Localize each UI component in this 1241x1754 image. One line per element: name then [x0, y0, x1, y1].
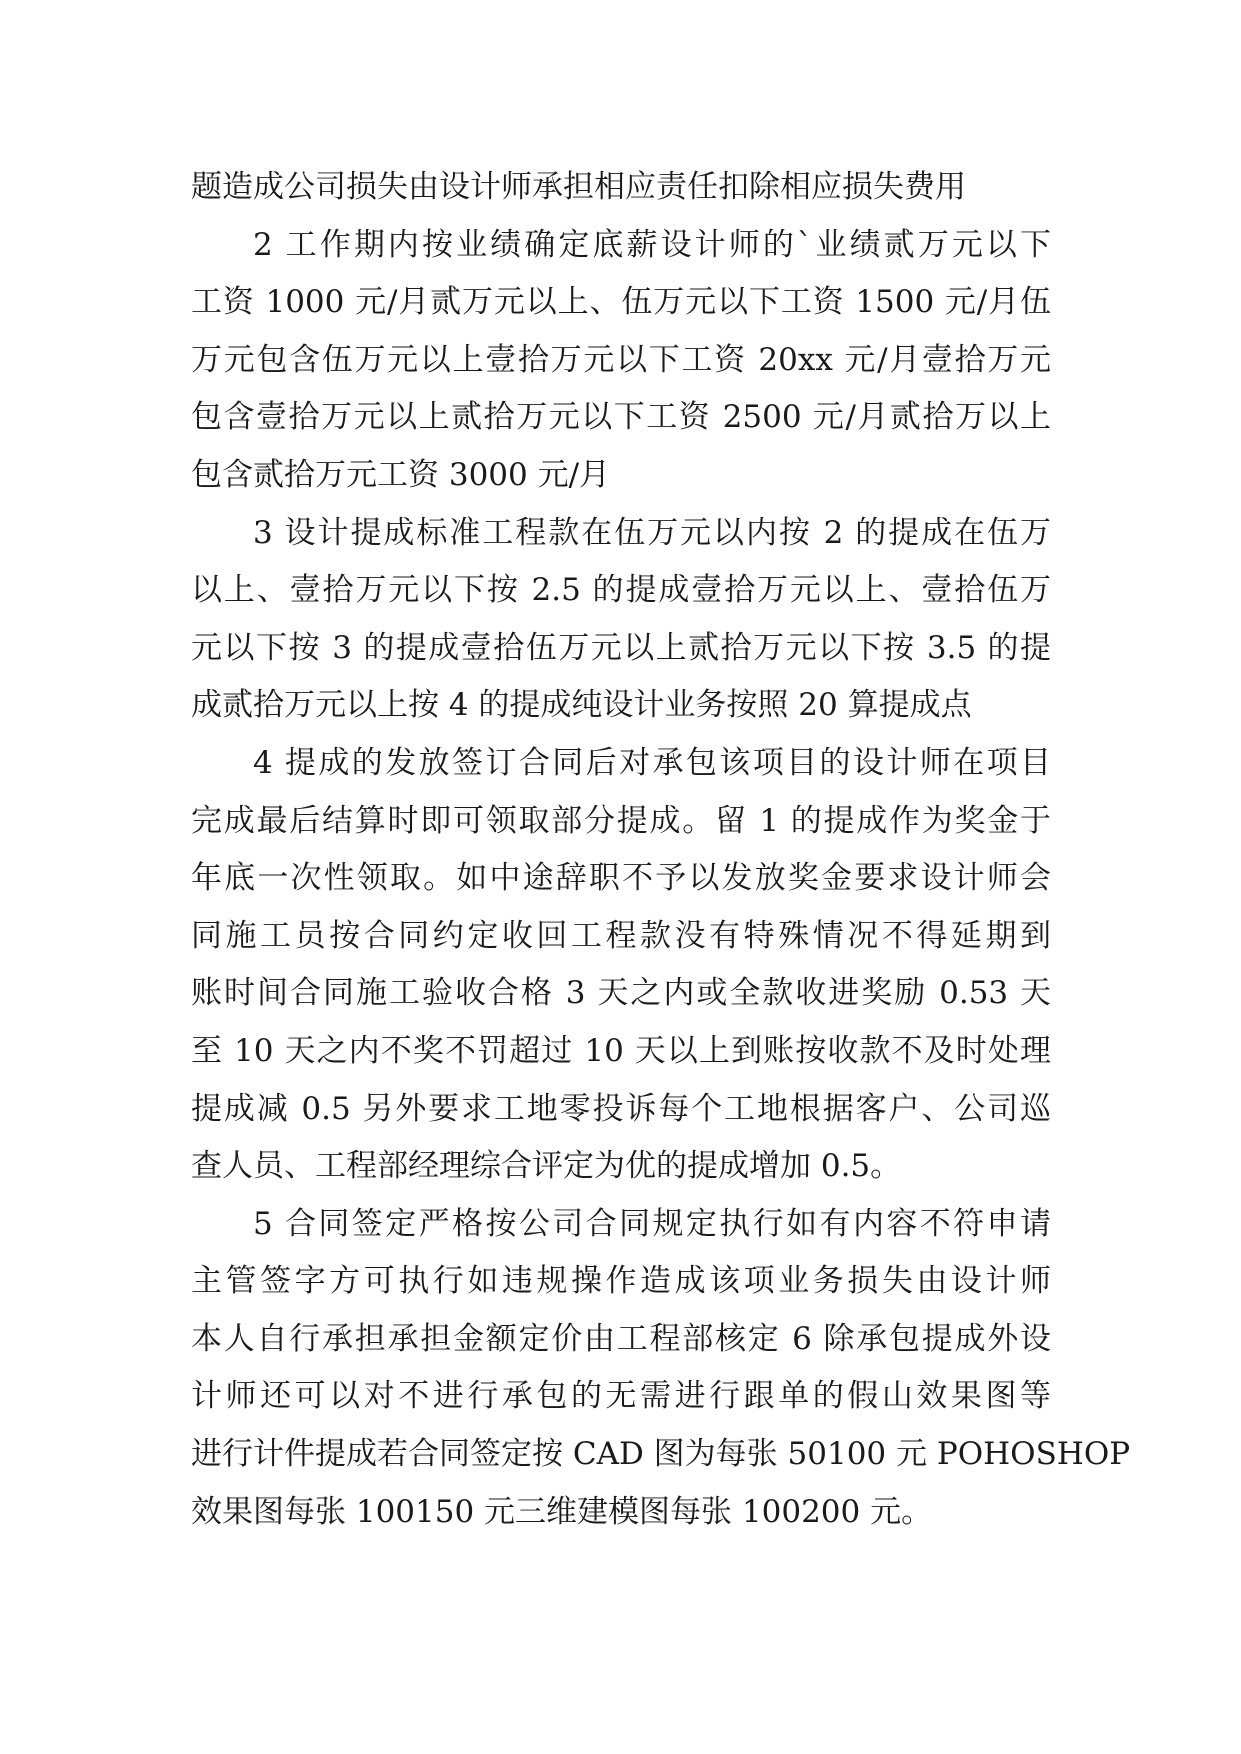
- text-line: 包含壹拾万元以上贰拾万元以下工资 2500 元/月贰拾万以上: [191, 399, 1051, 436]
- text-line: 同施工员按合同约定收回工程款没有特殊情况不得延期到: [191, 917, 1051, 954]
- text-line: 提成减 0.5 另外要求工地零投诉每个工地根据客户、公司巡: [191, 1090, 1051, 1127]
- paragraph-commission-payout: [191, 735, 1051, 1196]
- paragraph-base-salary: [191, 217, 1051, 505]
- text-line: 2 工作期内按业绩确定底薪设计师的`业绩贰万元以下: [253, 226, 1051, 263]
- text-line: 完成最后结算时即可领取部分提成。留 1 的提成作为奖金于: [191, 802, 1051, 839]
- text-line: 至 10 天之内不奖不罚超过 10 天以上到账按收款不及时处理: [191, 1032, 1051, 1069]
- text-line: 包含贰拾万元工资 3000 元/月: [191, 456, 611, 493]
- text-line: 查人员、工程部经理综合评定为优的提成增加 0.5。: [191, 1148, 902, 1185]
- text-line: 以上、壹拾万元以下按 2.5 的提成壹拾万元以上、壹拾伍万: [191, 572, 1051, 609]
- text-line: 3 设计提成标准工程款在伍万元以内按 2 的提成在伍万: [253, 514, 1051, 551]
- text-line: 5 合同签定严格按公司合同规定执行如有内容不符申请: [253, 1205, 1051, 1242]
- text-line: 计师还可以对不进行承包的无需进行跟单的假山效果图等: [191, 1378, 1051, 1415]
- text-line: 万元包含伍万元以上壹拾万元以下工资 20xx 元/月壹拾万元: [191, 341, 1051, 378]
- text-line: 账时间合同施工验收合格 3 天之内或全款收进奖励 0.53 天: [191, 975, 1051, 1012]
- paragraph-contract-signing: [191, 1196, 1131, 1542]
- text-line: 进行计件提成若合同签定按 CAD 图为每张 50100 元 POHOSHOP: [191, 1436, 1131, 1473]
- text-line: 4 提成的发放签订合同后对承包该项目的设计师在项目: [253, 744, 1051, 781]
- text-line: 主管签字方可执行如违规操作造成该项业务损失由设计师: [191, 1263, 1051, 1300]
- text-line: 成贰拾万元以上按 4 的提成纯设计业务按照 20 算提成点: [191, 687, 972, 724]
- text-line: 年底一次性领取。如中途辞职不予以发放奖金要求设计师会: [191, 860, 1051, 897]
- text-line: 工资 1000 元/月贰万元以上、伍万元以下工资 1500 元/月伍: [191, 284, 1051, 321]
- text-line: 本人自行承担承担金额定价由工程部核定 6 除承包提成外设: [191, 1320, 1051, 1357]
- text-line: 元以下按 3 的提成壹拾伍万元以上贰拾万元以下按 3.5 的提: [191, 629, 1051, 666]
- document-body: [191, 159, 1131, 1541]
- paragraph-continuation: [191, 159, 1051, 217]
- text-line: 题造成公司损失由设计师承担相应责任扣除相应损失费用: [191, 169, 966, 205]
- paragraph-commission-standard: [191, 505, 1051, 735]
- text-line: 效果图每张 100150 元三维建模图每张 100200 元。: [191, 1493, 933, 1530]
